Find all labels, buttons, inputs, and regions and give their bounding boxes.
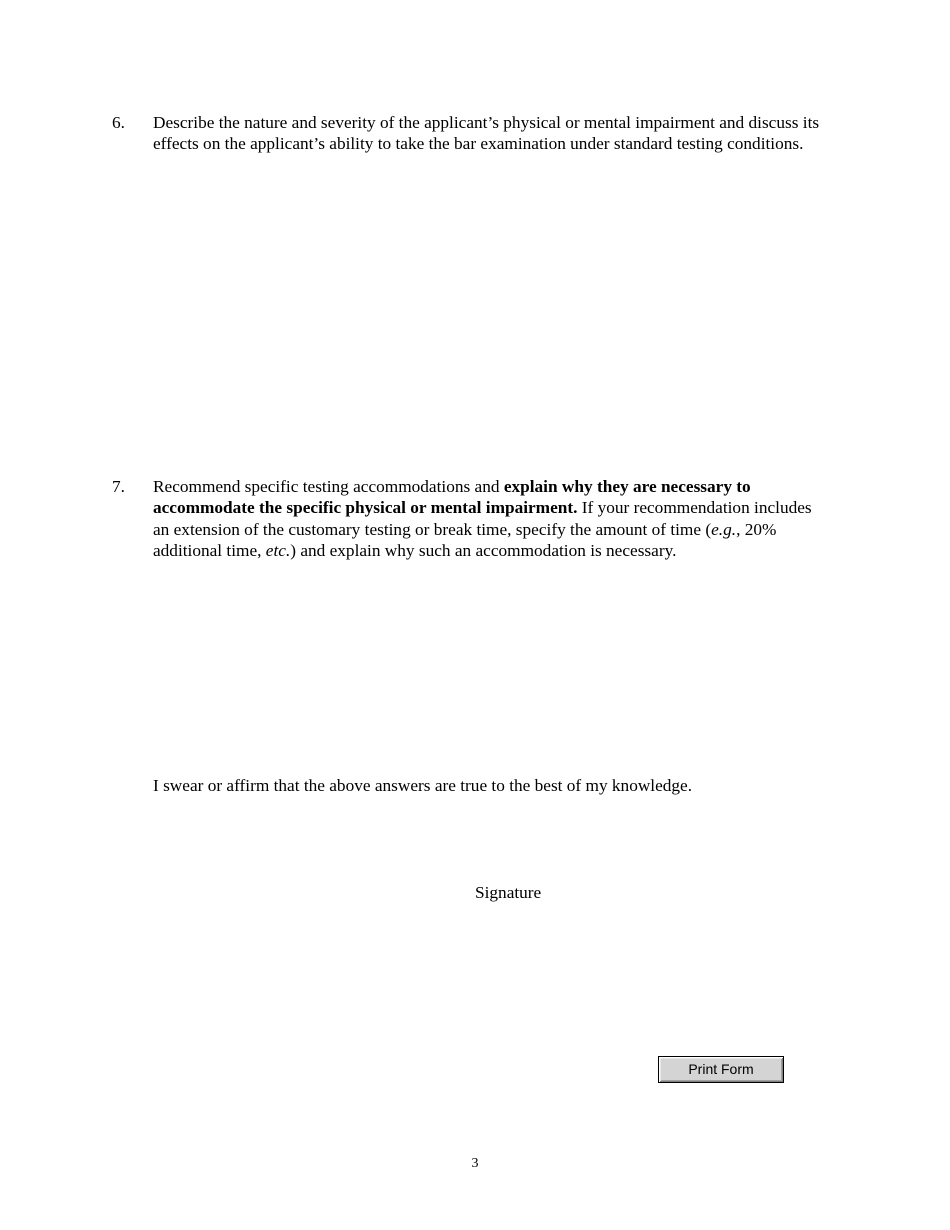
signature-label: Signature bbox=[475, 883, 542, 902]
question-7-etc: etc. bbox=[265, 541, 291, 561]
question-7-number: 7. bbox=[112, 477, 125, 496]
question-6-number: 6. bbox=[112, 113, 125, 132]
question-7-text bbox=[153, 476, 832, 562]
print-form-button[interactable]: Print Form bbox=[658, 1056, 784, 1083]
question-7-bold-instruction: explain why they are necessary to accommodate the specific physical or mental impairment. bbox=[153, 477, 751, 518]
affirmation-statement: I swear or affirm that the above answers are true to the best of my knowledge. bbox=[153, 776, 693, 795]
question-7-text-part3: , 20% additional time, bbox=[153, 519, 777, 561]
question-7-text-part4: ) and explain why such an accommodation is necessary. bbox=[290, 541, 677, 561]
page-number: 3 bbox=[471, 1156, 479, 1171]
question-7 bbox=[112, 476, 832, 562]
question-7-text-part2: If your recommendation includes an extension of the customary testing or break time, specify the amount of time ( bbox=[153, 498, 812, 539]
question-6-text: Describe the nature and severity of the applicant’s physical or mental impairment and discuss its effects on the applicant’s ability to take the bar examination under standard testing conditions. bbox=[153, 113, 820, 154]
question-6 bbox=[112, 112, 832, 155]
question-7-eg: e.g. bbox=[711, 519, 737, 539]
question-7-text-part1: Recommend specific testing accommodations and bbox=[153, 477, 504, 496]
